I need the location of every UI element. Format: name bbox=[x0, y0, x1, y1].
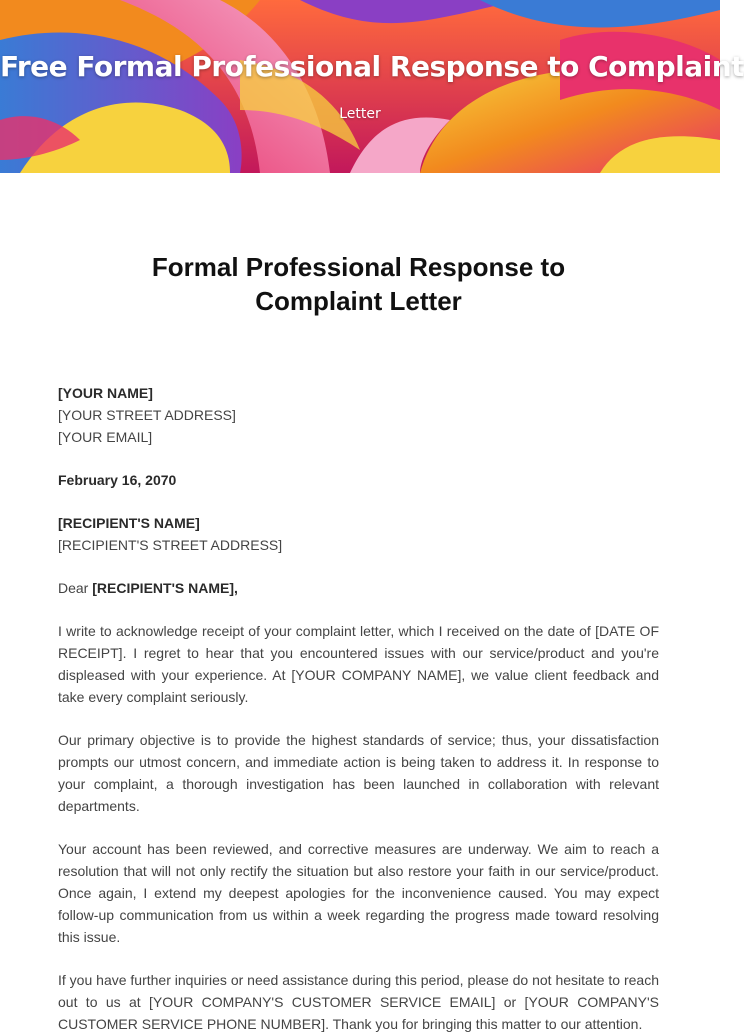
abstract-swirl-artwork bbox=[0, 0, 744, 173]
recipient-name: [RECIPIENT'S NAME] bbox=[58, 515, 200, 531]
sender-name: [YOUR NAME] bbox=[58, 385, 153, 401]
letter-document bbox=[58, 250, 659, 1035]
document-title: Formal Professional Response to Complaint Letter bbox=[151, 252, 566, 316]
sender-email: [YOUR EMAIL] bbox=[58, 429, 153, 445]
sender-block bbox=[58, 382, 659, 448]
sender-street-address: [YOUR STREET ADDRESS] bbox=[58, 407, 236, 423]
banner-subtitle: Letter bbox=[339, 106, 381, 122]
recipient-street-address: [RECIPIENT'S STREET ADDRESS] bbox=[58, 537, 283, 553]
recipient-block bbox=[58, 512, 659, 556]
greeting-recipient-name: [RECIPIENT'S NAME] bbox=[92, 580, 235, 596]
body-paragraph-1: I write to acknowledge receipt of your complaint letter, which I received on the date of [DATE OF RECEIPT]. I regret to hear that you encountered issues with our service/product and you're displeased with your experience. At [YOUR COMPANY NAME], we value client feedback and take every complaint seriously. bbox=[58, 623, 659, 705]
greeting-salutation: Dear bbox=[58, 580, 93, 596]
body-paragraph-4: If you have further inquiries or need assistance during this period, please do not hesitate to reach out to us at [YOUR COMPANY'S CUSTOMER SERVICE EMAIL] or [YOUR COMPANY'S CUSTOMER SERVICE PHONE NUMBER]. Thank you for bringing this matter to our attention. bbox=[58, 972, 659, 1032]
banner-title: Free Formal Professional Response to Complaint bbox=[0, 50, 744, 83]
letter-date: February 16, 2070 bbox=[58, 472, 177, 488]
greeting-punctuation: , bbox=[234, 580, 238, 596]
body-paragraph-3: Your account has been reviewed, and corrective measures are underway. We aim to reach a resolution that will not only rectify the situation but also restore your faith in our service/product. Once again, I extend my deepest apologies for the inconvenience caused. You may expect follow-up communication from us within a week regarding the progress made toward resolving this issue. bbox=[58, 841, 659, 945]
body-paragraph-2: Our primary objective is to provide the highest standards of service; thus, your dissatisfaction prompts our utmost concern, and immediate action is being taken to address it. In response to your complaint, a thorough investigation has been launched in collaboration with relevant departments. bbox=[58, 732, 659, 814]
header-banner bbox=[0, 0, 744, 173]
greeting bbox=[58, 577, 659, 599]
